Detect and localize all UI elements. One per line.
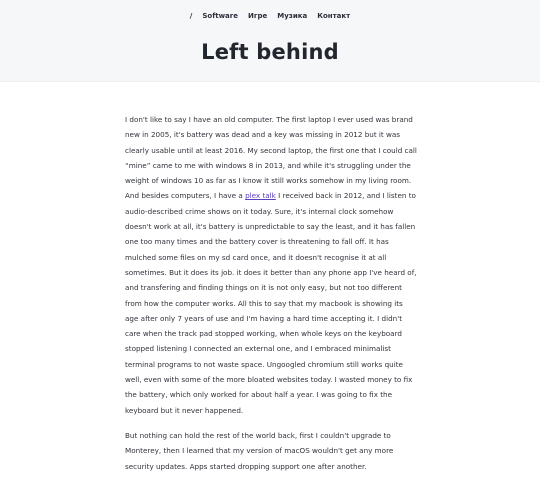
article-paragraph: But nothing can hold the rest of the world back, first I couldn't upgrade to Monterey, then I learned that my version of macOS wouldn't get any more security updates. Apps started dropping support one after another.: [125, 430, 394, 471]
nav-item-music[interactable]: Музика: [277, 12, 308, 20]
nav-item-software[interactable]: Software: [202, 12, 238, 20]
plex-talk-link[interactable]: plex talk: [245, 191, 276, 201]
paragraph-text: I received back in 2012, and I listen to audio-described crime shows on it today. Sure, it's internal clock somehow doesn't work at all, it's battery is unpredictable to say the least, and it has fallen one too many times and the battery cover is threatening to fall off. It has mulched some files on my sd card once, and it doesn't recognise it at all sometimes. But it does its job. it does it better than any phone app I've heard of, and transfering and finding things on it is not only easy, but not too different from how the computer works. All this to say that my macbook is showing its age after only 7 years of use and I'm having a hard time accepting it. I didn't care when the track pad stopped working, when whole keys on the keyboard stopped listening I connected an external one, and I embraced minimalist terminal programs to not waste space. Ungoogled chromium still works quite well, even with some of the more bloated websites today. I wasted money to fix the battery, which only worked for about half a year. I was going to fix the keyboard but it never happened.: [125, 191, 417, 415]
site-header: [0, 0, 540, 82]
nav-item-games[interactable]: Игре: [247, 12, 268, 20]
article-paragraph: [125, 112, 417, 418]
page-title: Left behind: [201, 40, 339, 64]
nav-home-link[interactable]: /: [189, 12, 193, 20]
article-body: [125, 112, 417, 484]
nav-item-contact[interactable]: Контакт: [317, 12, 351, 20]
paragraph-text: I don't like to say I have an old computer. The first laptop I ever used was brand new in 2005, it's battery was dead and a key was missing in 2012 but it was clearly usable until at least 2016. My second laptop, the first one that I could call “mine” came to me with windows 8 in 2013, and while it's struggling under the weight of windows 10 as far as I know it still works somehow in my living room. And besides computers, I have a: [125, 115, 417, 201]
top-nav: [0, 12, 540, 20]
